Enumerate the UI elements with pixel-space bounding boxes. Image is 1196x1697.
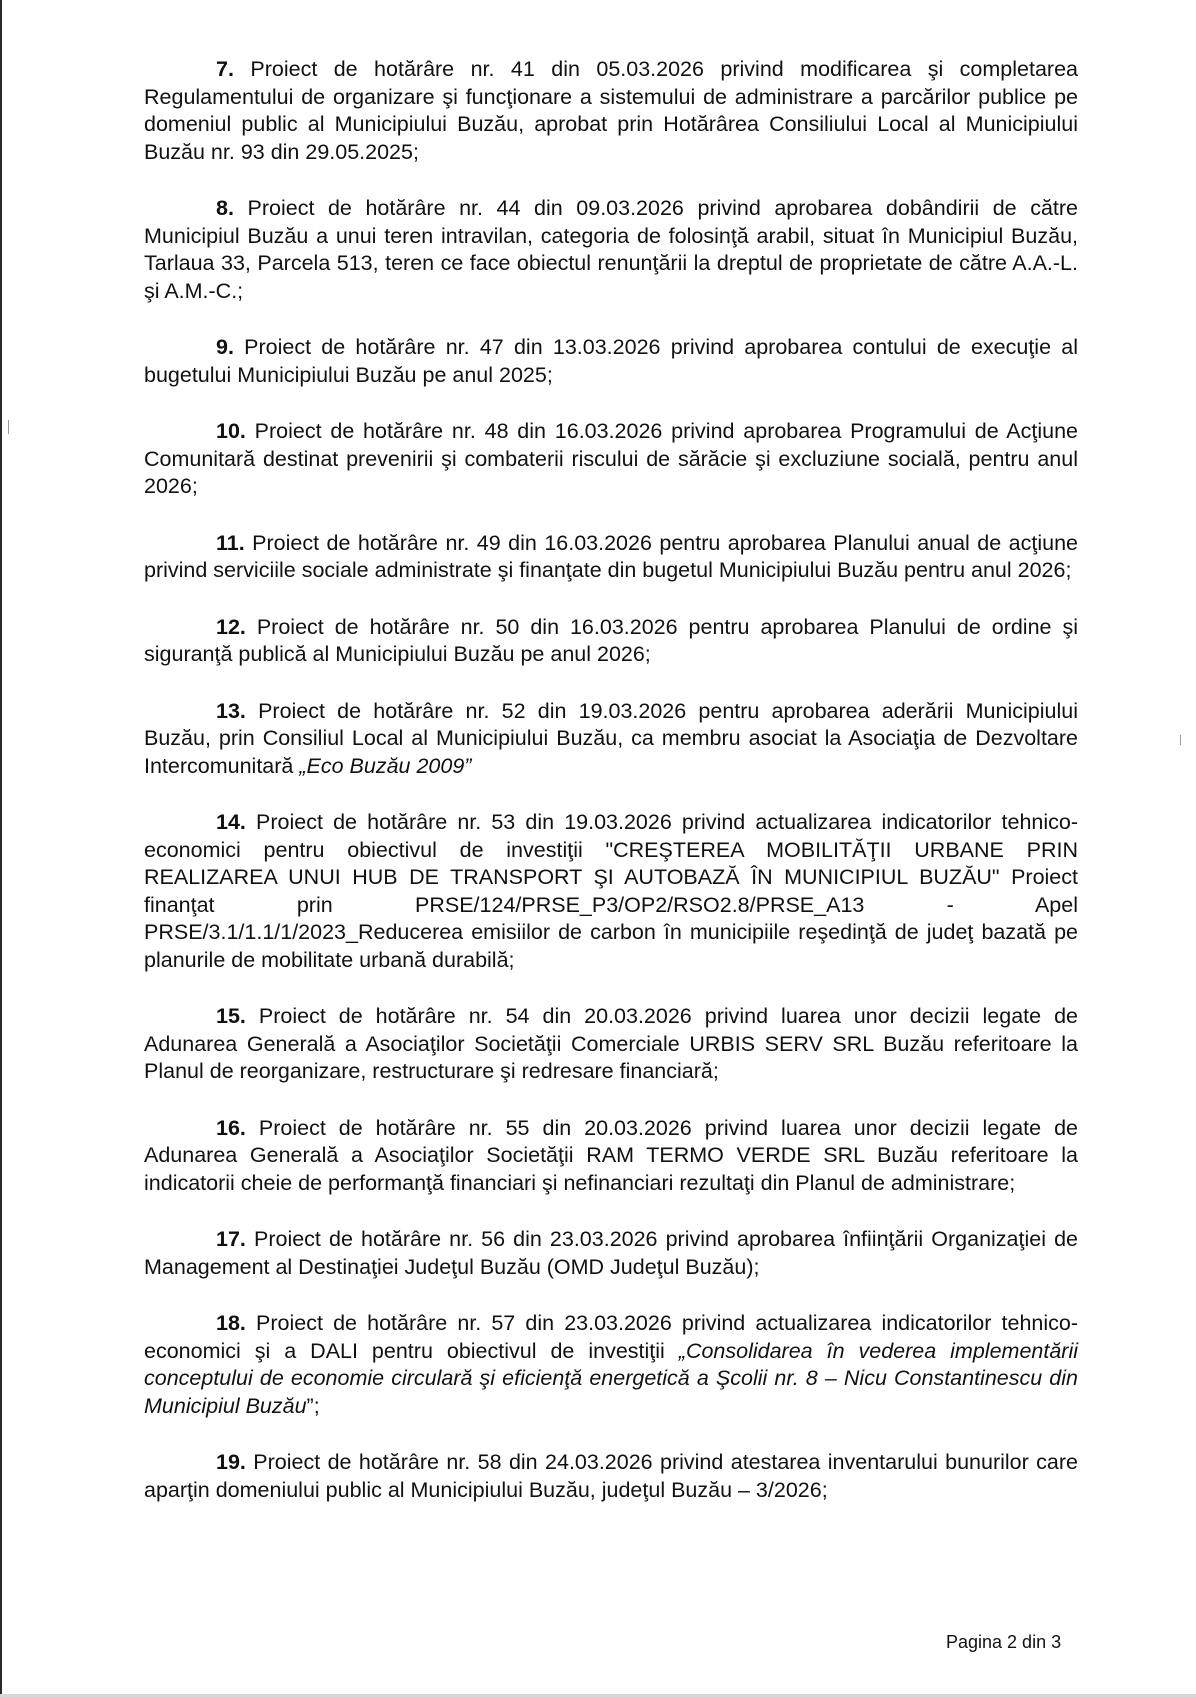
agenda-item [144, 1115, 1078, 1198]
agenda-item [144, 1003, 1078, 1086]
agenda-item-number: 13. [216, 698, 246, 723]
scan-mark [8, 420, 9, 434]
agenda-item-text: Proiect de hotărâre nr. 49 din 16.03.2026 pentru aprobarea Planului anual de acţiune privind serviciile sociale administrate şi finanţate din bugetul Municipiului Buzău pentru anul 2026; [144, 530, 1078, 582]
page-number-footer: Pagina 2 din 3 [946, 1632, 1062, 1652]
agenda-item-number: 18. [216, 1311, 246, 1335]
agenda-item [144, 195, 1078, 305]
scan-left-edge [0, 0, 2, 1697]
agenda-item-number: 11. [216, 530, 245, 555]
agenda-item-number: 19. [216, 1450, 246, 1474]
agenda-item-number: 14. [216, 810, 246, 834]
agenda-item-text: Proiect de hotărâre nr. 54 din 20.03.2026 privind luarea unor decizii legate de Adunarea Generală a Asociaţilor Societăţii Comerciale URBIS SERV SRL Buzău referitoare la Planul de reorganizare, restructurare şi redresare financiară; [144, 1004, 1078, 1083]
agenda-item-text: Proiect de hotărâre nr. 52 din 19.03.2026 pentru aprobarea aderării Municipiului Buzău, prin Consiliul Local al Municipiului Buzău, ca membru asociat la Asociaţia de Dezvoltare Intercomunitară [144, 698, 1078, 778]
agenda-item-italic-text: „Eco Buzău 2009” [299, 753, 472, 778]
agenda-item-number: 12. [216, 614, 246, 639]
agenda-item-text: Proiect de hotărâre nr. 57 din 23.03.2026 privind actualizarea indicatorilor tehnico-economici şi a DALI pentru obiectivul de investiţii [144, 1311, 1078, 1363]
scan-mark [1180, 735, 1181, 745]
agenda-item-number: 9. [216, 335, 234, 359]
agenda-item-number: 8. [216, 196, 234, 220]
agenda-item [144, 334, 1078, 389]
agenda-item-number: 10. [216, 419, 246, 443]
agenda-item-text: Proiect de hotărâre nr. 56 din 23.03.2026 privind aprobarea înfiinţării Organizaţiei de Management al Destinaţiei Judeţul Buzău (OMD Judeţul Buzău); [144, 1227, 1078, 1279]
agenda-item [144, 1310, 1078, 1420]
agenda-item [144, 698, 1078, 781]
agenda-item [144, 418, 1078, 501]
agenda-item-number: 15. [216, 1004, 246, 1028]
agenda-item-italic-text: „Consolidarea în vederea implementării conceptului de economie circulară şi eficienţă energetică a Şcolii nr. 8 – Nicu Constantinescu din Municipiul Buzău [144, 1338, 1078, 1418]
agenda-item-text: Proiect de hotărâre nr. 47 din 13.03.2026 privind aprobarea contului de execuţie al bugetului Municipiului Buzău pe anul 2025; [144, 335, 1078, 387]
agenda-item-text: Proiect de hotărâre nr. 53 din 19.03.2026 privind actualizarea indicatorilor tehnico-economici pentru obiectivul de investiţii "CREŞTEREA MOBILITĂŢII URBANE PRIN REALIZAREA UNUI HUB DE TRANSPORT ŞI AUTOBAZĂ ÎN MUNICIPIUL BUZĂU" Proiect finanţat prin PRSE/124/PRSE_P3/OP2/RSO2.8/PRSE_A13 - Apel PRSE/3.1/1.1/1/2023_Reducerea emisiilor de carbon în municipiile reşedinţă de judeţ bazată pe planurile de mobilitate urbană durabilă; [144, 810, 1078, 972]
agenda-item [144, 56, 1078, 166]
agenda-item-number: 7. [216, 57, 234, 81]
agenda-item [144, 1226, 1078, 1281]
agenda-item-text: Proiect de hotărâre nr. 58 din 24.03.2026 privind atestarea inventarului bunurilor care aparţin domeniului public al Municipiului Buzău, judeţul Buzău – 3/2026; [144, 1450, 1078, 1502]
agenda-item-text: Proiect de hotărâre nr. 41 din 05.03.2026 privind modificarea şi completarea Regulamentului de organizare şi funcţionare a sistemului de administrare a parcărilor publice pe domeniul public al Municipiului Buzău, aprobat prin Hotărârea Consiliului Local al Municipiului Buzău nr. 93 din 29.05.2025; [144, 57, 1078, 164]
agenda-item [144, 614, 1078, 669]
agenda-item-trailing-text: ”; [306, 1393, 320, 1418]
agenda-item [144, 530, 1078, 585]
agenda-item-text: Proiect de hotărâre nr. 50 din 16.03.2026 pentru aprobarea Planului de ordine şi siguranţă publică al Municipiului Buzău pe anul 2026; [144, 614, 1078, 666]
agenda-item-number: 17. [216, 1227, 246, 1251]
agenda-item-number: 16. [216, 1115, 246, 1140]
agenda-item [144, 1449, 1078, 1504]
agenda-list [144, 56, 1078, 1533]
agenda-item-text: Proiect de hotărâre nr. 48 din 16.03.2026 privind aprobarea Programului de Acţiune Comunitară destinat prevenirii şi combaterii riscului de sărăcie şi excluziune socială, pentru anul 2026; [144, 419, 1078, 498]
agenda-item-text: Proiect de hotărâre nr. 55 din 20.03.2026 privind luarea unor decizii legate de Adunarea Generală a Asociaţilor Societăţii RAM TERMO VERDE SRL Buzău referitoare la indicatorii cheie de performanţă financiari şi nefinanciari rezultaţi din Planul de administrare; [144, 1115, 1078, 1195]
agenda-item-text: Proiect de hotărâre nr. 44 din 09.03.2026 privind aprobarea dobândirii de către Municipiul Buzău a unui teren intravilan, categoria de folosinţă arabil, situat în Municipiul Buzău, Tarlaua 33, Parcela 513, teren ce face obiectul renunţării la dreptul de proprietate de către A.A.-L. şi A.M.-C.; [144, 196, 1078, 303]
agenda-item [144, 809, 1078, 974]
